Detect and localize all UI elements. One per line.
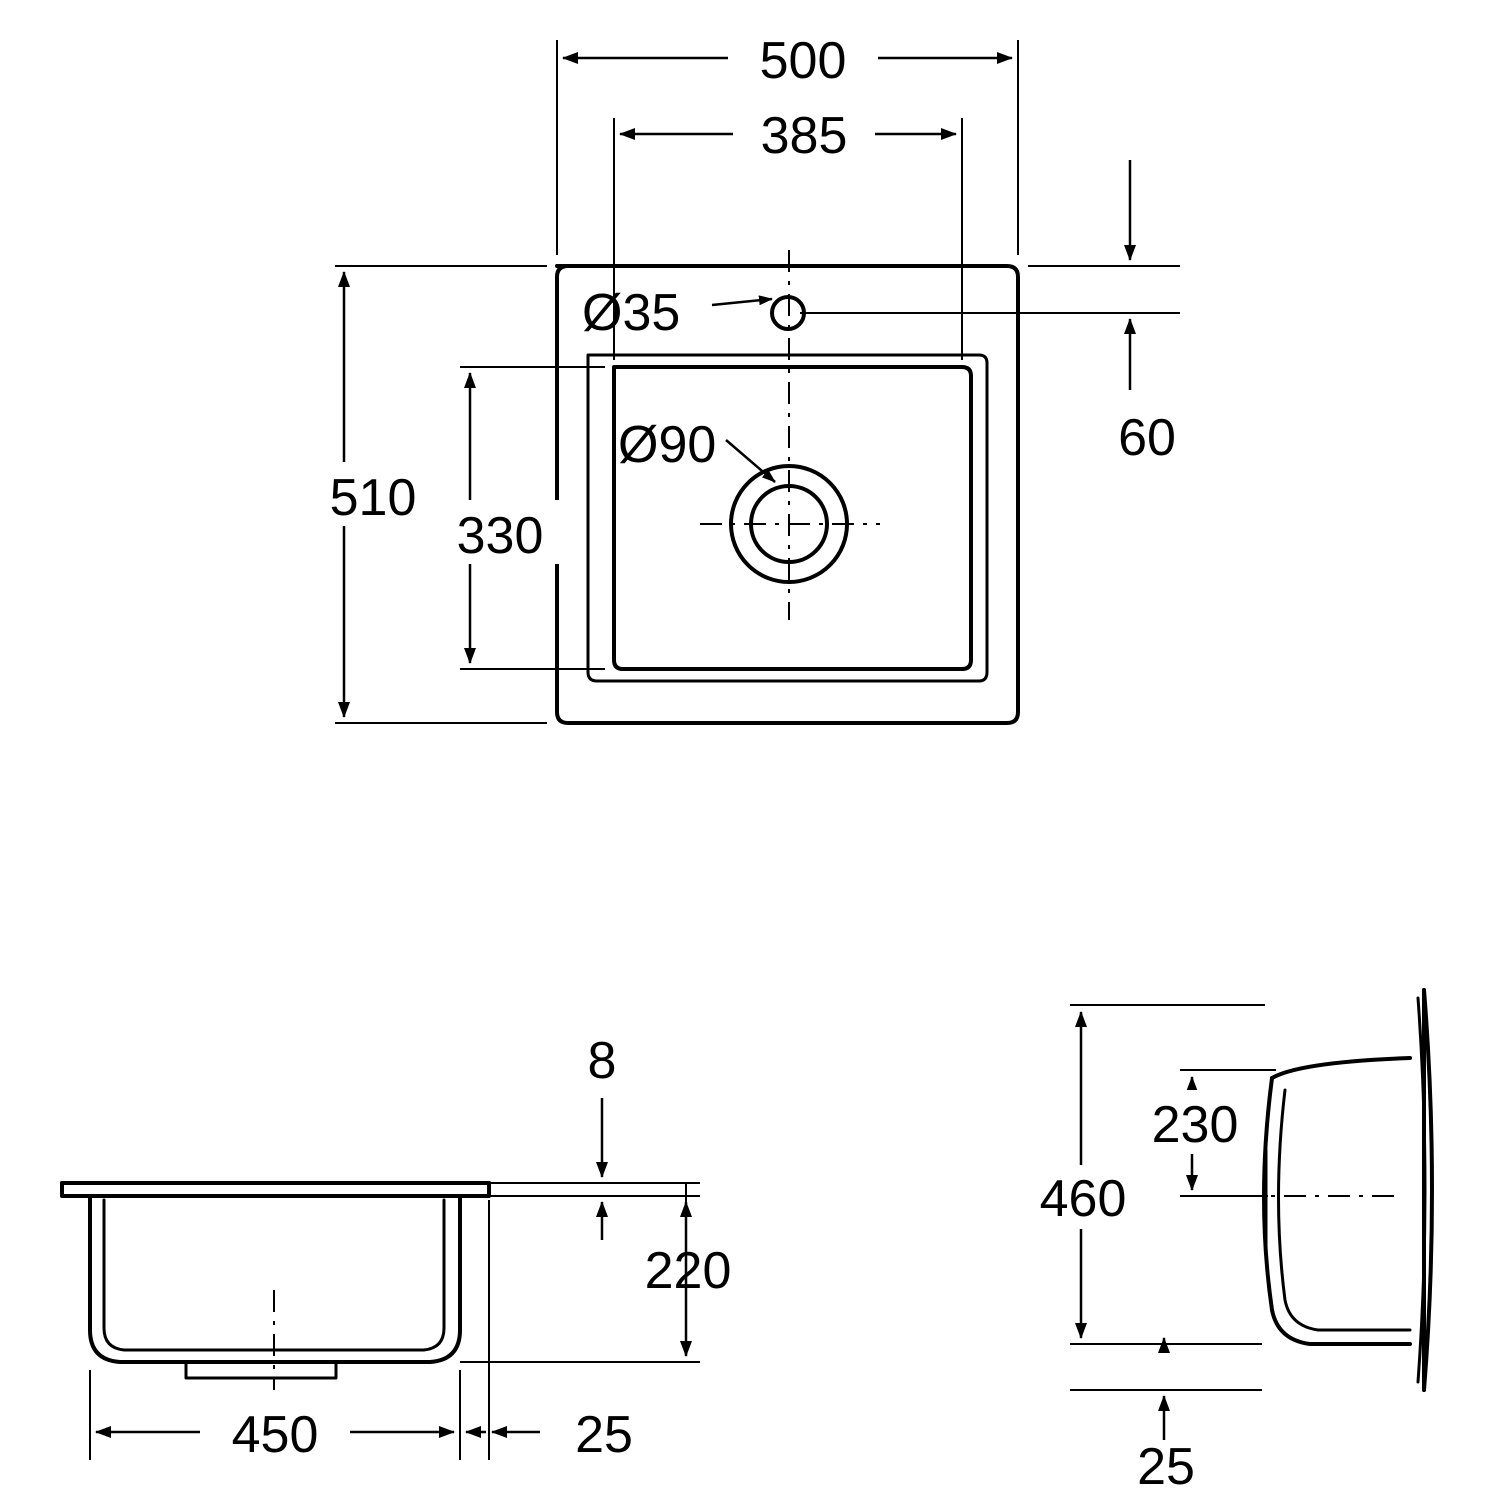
dimension-waste-hole-diameter: Ø90 [618, 416, 717, 474]
dimension-bowl-depth-330: 330 [456, 507, 544, 565]
dimension-tap-hole-diameter: Ø35 [582, 284, 681, 342]
dimension-bowl-width-385: 385 [760, 107, 848, 165]
front-section-geometry [62, 1183, 489, 1390]
side-section-geometry [1240, 990, 1432, 1390]
dimension-side-height-460: 460 [1039, 1170, 1127, 1228]
dimension-bowl-depth-220: 220 [644, 1242, 732, 1300]
dimension-labels [200, 28, 1258, 1496]
dimension-bowl-inner-width-450: 450 [231, 1406, 319, 1464]
dimension-rim-thickness-8: 8 [587, 1032, 617, 1090]
dimension-side-bowl-230: 230 [1151, 1096, 1239, 1154]
dimension-overall-depth: 510 [329, 469, 417, 527]
dimension-overall-width: 500 [759, 32, 847, 90]
dimension-side-offset-25: 25 [1137, 1438, 1195, 1496]
dimension-rim-overhang-25: 25 [575, 1406, 633, 1464]
dimension-tap-hole-offset-60: 60 [1118, 409, 1176, 467]
